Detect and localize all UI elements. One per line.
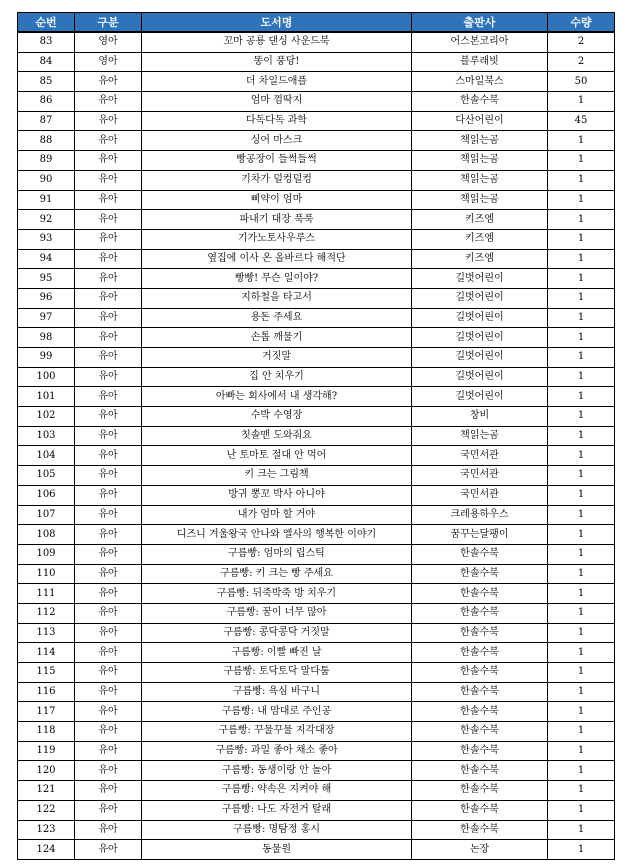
cell-category: 유아 [75, 446, 142, 466]
table-row [18, 682, 615, 702]
table-row [18, 544, 615, 564]
cell-quantity: 1 [548, 269, 615, 289]
header-number: 순번 [18, 13, 75, 33]
cell-number: 120 [18, 761, 75, 781]
cell-publisher: 책읽는곰 [412, 190, 548, 210]
cell-title: 다독다독 과학 [142, 111, 412, 131]
cell-title: 키 크는 그림책 [142, 466, 412, 486]
cell-quantity: 1 [548, 623, 615, 643]
cell-number: 112 [18, 603, 75, 623]
cell-quantity: 1 [548, 584, 615, 604]
cell-number: 90 [18, 170, 75, 190]
cell-title: 구름빵: 뒤죽박죽 방 치우기 [142, 584, 412, 604]
cell-category: 유아 [75, 131, 142, 151]
cell-number: 86 [18, 92, 75, 112]
cell-title: 구름빵: 명탐정 홍시 [142, 820, 412, 840]
table-row [18, 249, 615, 269]
cell-category: 유아 [75, 426, 142, 446]
cell-number: 88 [18, 131, 75, 151]
cell-publisher: 길벗어린이 [412, 328, 548, 348]
cell-title: 기가노토사우루스 [142, 229, 412, 249]
cell-number: 121 [18, 781, 75, 801]
cell-title: 구름빵: 내 맘대로 주인공 [142, 702, 412, 722]
cell-number: 107 [18, 505, 75, 525]
cell-category: 유아 [75, 840, 142, 860]
cell-category: 유아 [75, 603, 142, 623]
cell-title: 구름빵: 꿈이 너무 많아 [142, 603, 412, 623]
table-row [18, 564, 615, 584]
cell-category: 유아 [75, 643, 142, 663]
table-row [18, 800, 615, 820]
cell-title: 꼬마 공룡 댄싱 사운드북 [142, 32, 412, 52]
cell-number: 104 [18, 446, 75, 466]
cell-quantity: 1 [548, 603, 615, 623]
cell-quantity: 1 [548, 466, 615, 486]
cell-number: 123 [18, 820, 75, 840]
table-row [18, 111, 615, 131]
header-publisher: 출판사 [412, 13, 548, 33]
cell-category: 유아 [75, 722, 142, 742]
cell-publisher: 책읽는곰 [412, 151, 548, 171]
cell-quantity: 1 [548, 367, 615, 387]
cell-publisher: 국민서관 [412, 466, 548, 486]
table-row [18, 367, 615, 387]
cell-publisher: 창비 [412, 407, 548, 427]
cell-publisher: 크레용하우스 [412, 505, 548, 525]
table-row [18, 210, 615, 230]
cell-publisher: 한솔수북 [412, 663, 548, 683]
cell-quantity: 1 [548, 190, 615, 210]
cell-number: 101 [18, 387, 75, 407]
cell-quantity: 45 [548, 111, 615, 131]
table-row [18, 151, 615, 171]
cell-number: 83 [18, 32, 75, 52]
cell-quantity: 1 [548, 505, 615, 525]
cell-title: 수박 수영장 [142, 407, 412, 427]
cell-publisher: 스마일북스 [412, 72, 548, 92]
cell-quantity: 1 [548, 426, 615, 446]
cell-category: 유아 [75, 564, 142, 584]
cell-title: 기차가 덜컹덜컹 [142, 170, 412, 190]
cell-number: 119 [18, 741, 75, 761]
cell-quantity: 1 [548, 702, 615, 722]
table-row [18, 485, 615, 505]
cell-quantity: 2 [548, 32, 615, 52]
cell-title: 싱어 마스크 [142, 131, 412, 151]
cell-number: 97 [18, 308, 75, 328]
cell-number: 95 [18, 269, 75, 289]
cell-publisher: 한솔수북 [412, 722, 548, 742]
table-row [18, 741, 615, 761]
cell-title: 구름빵: 이빨 빠진 날 [142, 643, 412, 663]
cell-title: 똥이 풍당! [142, 52, 412, 72]
cell-title: 칫솔맨 도와줘요 [142, 426, 412, 446]
cell-title: 방귀 뽕꼬 박사 아니야 [142, 485, 412, 505]
cell-publisher: 국민서관 [412, 485, 548, 505]
cell-category: 유아 [75, 328, 142, 348]
cell-number: 87 [18, 111, 75, 131]
table-row [18, 525, 615, 545]
cell-category: 유아 [75, 663, 142, 683]
cell-category: 영아 [75, 32, 142, 52]
cell-category: 유아 [75, 761, 142, 781]
cell-quantity: 1 [548, 131, 615, 151]
cell-publisher: 한솔수북 [412, 781, 548, 801]
cell-category: 유아 [75, 525, 142, 545]
cell-title: 옆집에 이사 온 올바르다 해적단 [142, 249, 412, 269]
cell-number: 117 [18, 702, 75, 722]
cell-quantity: 1 [548, 249, 615, 269]
cell-publisher: 한솔수북 [412, 702, 548, 722]
table-row [18, 72, 615, 92]
cell-publisher: 한솔수북 [412, 623, 548, 643]
table-row [18, 466, 615, 486]
cell-publisher: 한솔수북 [412, 761, 548, 781]
cell-publisher: 한솔수북 [412, 820, 548, 840]
cell-category: 유아 [75, 466, 142, 486]
cell-title: 내가 엄마 할 거야 [142, 505, 412, 525]
table-row [18, 190, 615, 210]
cell-title: 아빠는 회사에서 내 생각해? [142, 387, 412, 407]
cell-category: 유아 [75, 229, 142, 249]
cell-publisher: 논장 [412, 840, 548, 860]
cell-category: 유아 [75, 190, 142, 210]
cell-publisher: 키즈엠 [412, 210, 548, 230]
table-row [18, 761, 615, 781]
table-row [18, 170, 615, 190]
cell-quantity: 1 [548, 682, 615, 702]
cell-title: 동물원 [142, 840, 412, 860]
cell-quantity: 1 [548, 722, 615, 742]
table-row [18, 288, 615, 308]
cell-quantity: 1 [548, 761, 615, 781]
table-row [18, 387, 615, 407]
cell-publisher: 다산어린이 [412, 111, 548, 131]
cell-quantity: 2 [548, 52, 615, 72]
cell-number: 116 [18, 682, 75, 702]
table-row [18, 229, 615, 249]
cell-publisher: 한솔수북 [412, 800, 548, 820]
cell-title: 구름빵: 꾸물꾸물 지각대장 [142, 722, 412, 742]
cell-publisher: 한솔수북 [412, 544, 548, 564]
cell-number: 99 [18, 348, 75, 368]
cell-number: 106 [18, 485, 75, 505]
cell-title: 구름빵: 토닥토닥 말다툼 [142, 663, 412, 683]
cell-number: 98 [18, 328, 75, 348]
cell-number: 122 [18, 800, 75, 820]
cell-publisher: 국민서관 [412, 446, 548, 466]
cell-number: 124 [18, 840, 75, 860]
cell-title: 삐약이 엄마 [142, 190, 412, 210]
table-row [18, 426, 615, 446]
table-row [18, 643, 615, 663]
cell-category: 유아 [75, 741, 142, 761]
cell-category: 유아 [75, 288, 142, 308]
cell-quantity: 1 [548, 485, 615, 505]
cell-number: 118 [18, 722, 75, 742]
cell-title: 파내기 대장 푹푹 [142, 210, 412, 230]
cell-category: 유아 [75, 544, 142, 564]
cell-title: 집 안 치우기 [142, 367, 412, 387]
cell-number: 85 [18, 72, 75, 92]
cell-quantity: 1 [548, 800, 615, 820]
cell-publisher: 책읽는곰 [412, 131, 548, 151]
cell-quantity: 1 [548, 840, 615, 860]
cell-title: 지하철을 타고서 [142, 288, 412, 308]
table-row [18, 131, 615, 151]
cell-publisher: 길벗어린이 [412, 387, 548, 407]
table-row [18, 781, 615, 801]
cell-title: 구름빵: 동생이랑 안 놀아 [142, 761, 412, 781]
cell-category: 유아 [75, 210, 142, 230]
cell-number: 114 [18, 643, 75, 663]
cell-number: 115 [18, 663, 75, 683]
cell-category: 유아 [75, 781, 142, 801]
cell-title: 구름빵: 약속은 지켜야 해 [142, 781, 412, 801]
cell-title: 빵공장이 들썩들썩 [142, 151, 412, 171]
cell-number: 108 [18, 525, 75, 545]
cell-category: 유아 [75, 308, 142, 328]
cell-category: 유아 [75, 72, 142, 92]
cell-publisher: 한솔수북 [412, 741, 548, 761]
cell-quantity: 1 [548, 525, 615, 545]
cell-number: 111 [18, 584, 75, 604]
cell-title: 구름빵: 과일 좋아 채소 좋아 [142, 741, 412, 761]
cell-title: 빵빵! 무슨 일이야? [142, 269, 412, 289]
table-row [18, 407, 615, 427]
cell-category: 유아 [75, 111, 142, 131]
cell-title: 구름빵: 욕심 바구니 [142, 682, 412, 702]
table-row [18, 820, 615, 840]
header-quantity: 수량 [548, 13, 615, 33]
cell-publisher: 키즈엠 [412, 249, 548, 269]
cell-publisher: 키즈엠 [412, 229, 548, 249]
cell-quantity: 1 [548, 170, 615, 190]
cell-number: 84 [18, 52, 75, 72]
cell-title: 구름빵: 콩닥콩닥 거짓말 [142, 623, 412, 643]
table-row [18, 348, 615, 368]
table-row [18, 308, 615, 328]
cell-quantity: 1 [548, 151, 615, 171]
table-row [18, 269, 615, 289]
cell-quantity: 1 [548, 446, 615, 466]
cell-quantity: 1 [548, 387, 615, 407]
cell-title: 구름빵: 키 크는 빵 주세요 [142, 564, 412, 584]
cell-publisher: 한솔수북 [412, 682, 548, 702]
table-body [18, 32, 615, 859]
cell-quantity: 1 [548, 308, 615, 328]
cell-number: 113 [18, 623, 75, 643]
cell-title: 엄마 껌딱지 [142, 92, 412, 112]
table-header [18, 13, 615, 33]
cell-publisher: 길벗어린이 [412, 348, 548, 368]
cell-category: 유아 [75, 800, 142, 820]
cell-publisher: 길벗어린이 [412, 269, 548, 289]
cell-category: 유아 [75, 92, 142, 112]
cell-title: 구름빵: 엄마의 립스틱 [142, 544, 412, 564]
cell-publisher: 어스본코리아 [412, 32, 548, 52]
cell-title: 난 토마토 절대 안 먹어 [142, 446, 412, 466]
cell-quantity: 1 [548, 210, 615, 230]
cell-category: 유아 [75, 505, 142, 525]
table-row [18, 840, 615, 860]
cell-quantity: 1 [548, 663, 615, 683]
cell-quantity: 1 [548, 564, 615, 584]
cell-publisher: 한솔수북 [412, 643, 548, 663]
cell-publisher: 블루래빗 [412, 52, 548, 72]
cell-publisher: 길벗어린이 [412, 288, 548, 308]
cell-number: 94 [18, 249, 75, 269]
cell-publisher: 한솔수북 [412, 564, 548, 584]
table-row [18, 663, 615, 683]
cell-number: 100 [18, 367, 75, 387]
table-row [18, 623, 615, 643]
cell-category: 유아 [75, 170, 142, 190]
cell-publisher: 꿈꾸는달팽이 [412, 525, 548, 545]
table-row [18, 505, 615, 525]
cell-publisher: 길벗어린이 [412, 308, 548, 328]
header-row [18, 13, 615, 33]
table-row [18, 328, 615, 348]
cell-quantity: 1 [548, 741, 615, 761]
cell-category: 유아 [75, 249, 142, 269]
cell-category: 유아 [75, 367, 142, 387]
cell-title: 거짓말 [142, 348, 412, 368]
table-row [18, 722, 615, 742]
cell-quantity: 1 [548, 407, 615, 427]
cell-category: 영아 [75, 52, 142, 72]
cell-quantity: 1 [548, 781, 615, 801]
cell-category: 유아 [75, 269, 142, 289]
cell-number: 103 [18, 426, 75, 446]
cell-number: 96 [18, 288, 75, 308]
cell-number: 93 [18, 229, 75, 249]
cell-quantity: 1 [548, 328, 615, 348]
cell-quantity: 1 [548, 643, 615, 663]
book-list-table [17, 12, 615, 860]
cell-quantity: 1 [548, 92, 615, 112]
cell-number: 102 [18, 407, 75, 427]
cell-publisher: 한솔수북 [412, 603, 548, 623]
table-row [18, 32, 615, 52]
cell-title: 더 차일드애플 [142, 72, 412, 92]
cell-category: 유아 [75, 820, 142, 840]
cell-quantity: 1 [548, 820, 615, 840]
cell-number: 110 [18, 564, 75, 584]
cell-category: 유아 [75, 151, 142, 171]
cell-publisher: 길벗어린이 [412, 367, 548, 387]
table-row [18, 702, 615, 722]
cell-number: 91 [18, 190, 75, 210]
cell-quantity: 1 [548, 229, 615, 249]
table-row [18, 584, 615, 604]
cell-category: 유아 [75, 348, 142, 368]
cell-number: 109 [18, 544, 75, 564]
cell-quantity: 1 [548, 288, 615, 308]
cell-quantity: 1 [548, 348, 615, 368]
cell-category: 유아 [75, 584, 142, 604]
table-row [18, 603, 615, 623]
cell-category: 유아 [75, 623, 142, 643]
header-title: 도서명 [142, 13, 412, 33]
table-row [18, 52, 615, 72]
table-row [18, 92, 615, 112]
cell-title: 용돈 주세요 [142, 308, 412, 328]
cell-publisher: 한솔수북 [412, 584, 548, 604]
cell-quantity: 1 [548, 544, 615, 564]
cell-title: 디즈니 겨울왕국 안나와 엘사의 행복한 이야기 [142, 525, 412, 545]
header-category: 구분 [75, 13, 142, 33]
cell-publisher: 책읽는곰 [412, 170, 548, 190]
cell-category: 유아 [75, 407, 142, 427]
cell-title: 구름빵: 나도 자전거 탈래 [142, 800, 412, 820]
cell-number: 89 [18, 151, 75, 171]
cell-category: 유아 [75, 485, 142, 505]
cell-category: 유아 [75, 702, 142, 722]
cell-quantity: 50 [548, 72, 615, 92]
cell-number: 92 [18, 210, 75, 230]
cell-category: 유아 [75, 387, 142, 407]
cell-number: 105 [18, 466, 75, 486]
cell-publisher: 한솔수북 [412, 92, 548, 112]
cell-title: 손톱 깨물기 [142, 328, 412, 348]
cell-publisher: 책읽는곰 [412, 426, 548, 446]
table-row [18, 446, 615, 466]
cell-category: 유아 [75, 682, 142, 702]
